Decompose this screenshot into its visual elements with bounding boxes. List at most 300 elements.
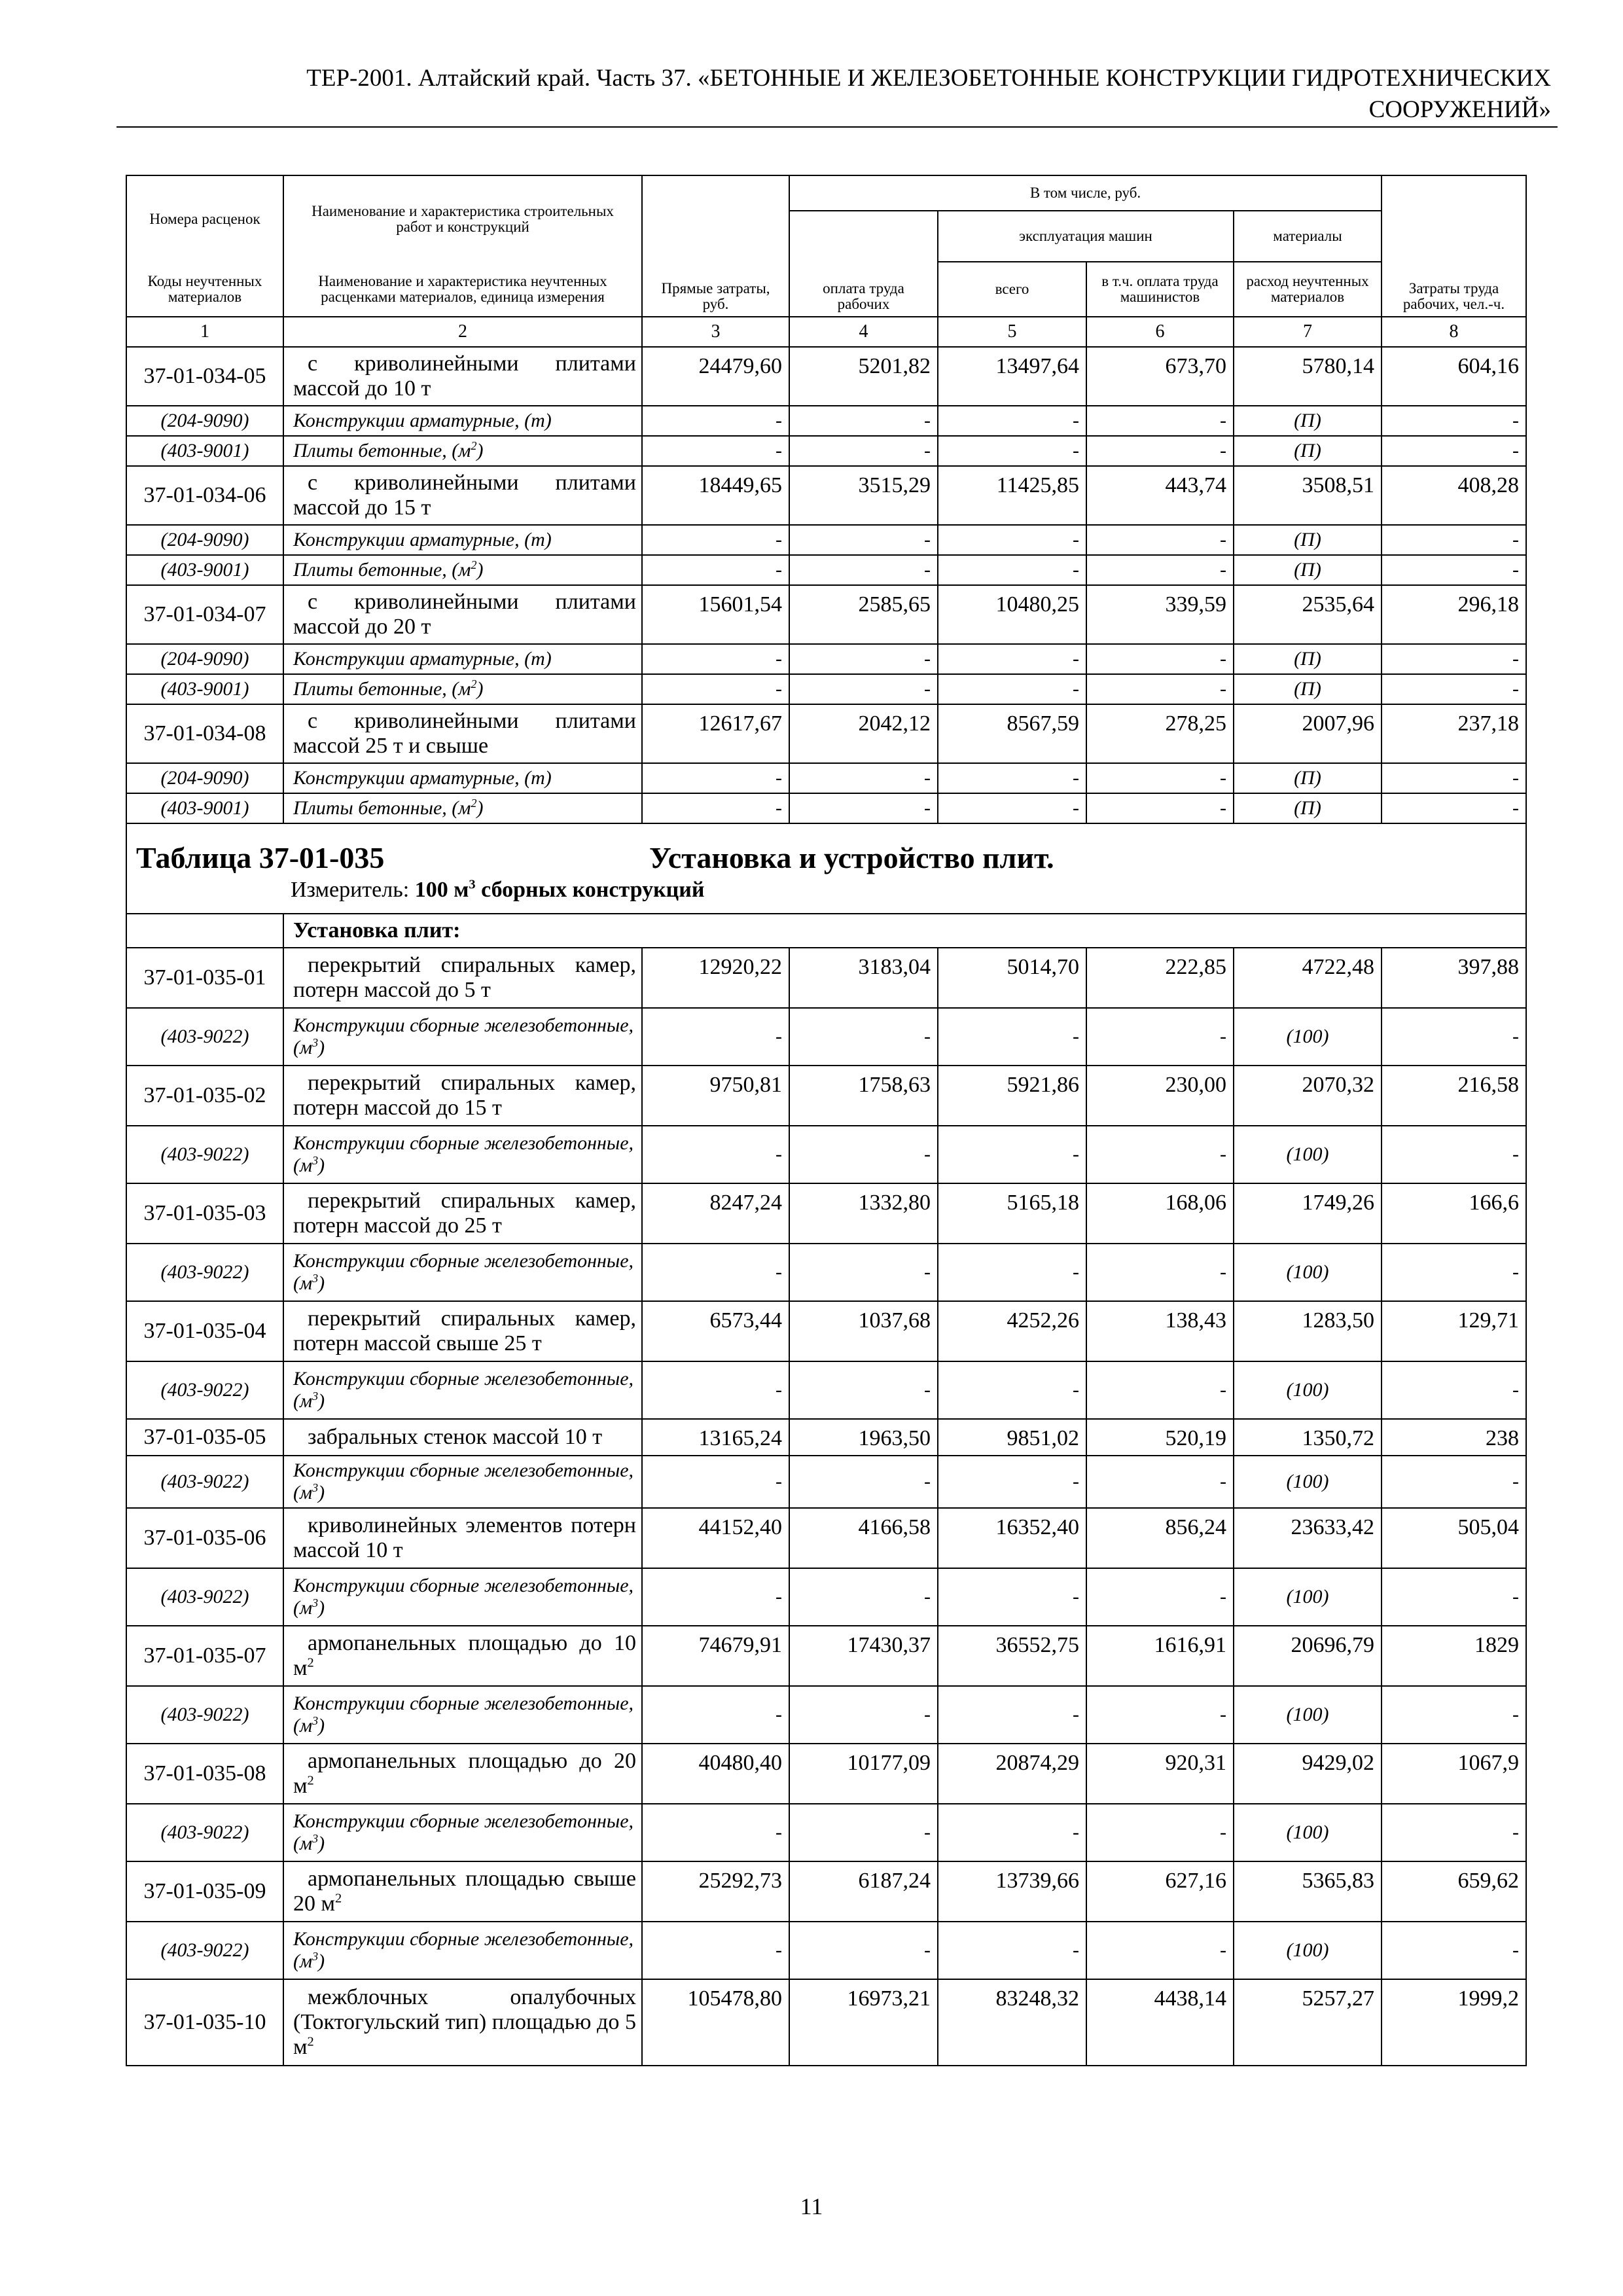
work-name: армопанельных площадью свыше 20 $м^2$ [283, 1861, 642, 1922]
labor-hours: 296,18 [1382, 585, 1526, 644]
empty-value: - [1086, 644, 1234, 674]
labor-wages: 1037,68 [789, 1301, 938, 1361]
labor-wages: 4166,58 [789, 1508, 938, 1568]
rate-code: 37-01-035-07 [126, 1626, 283, 1686]
labor-wages: 2042,12 [789, 704, 938, 763]
empty-value: - [642, 1568, 789, 1626]
labor-hours: 237,18 [1382, 704, 1526, 763]
empty-value: - [1086, 436, 1234, 466]
column-number: 4 [789, 317, 938, 347]
material-code: (403-9001) [126, 793, 283, 823]
material-qty: (П) [1234, 793, 1382, 823]
material-code: (403-9001) [126, 674, 283, 704]
material-row [126, 1686, 1526, 1744]
material-row [126, 1126, 1526, 1183]
machines-total: 13739,66 [938, 1861, 1086, 1922]
rate-code: 37-01-035-04 [126, 1301, 283, 1361]
column-numbers-row [126, 317, 1526, 347]
col7-header: расход неучтенных материалов [1234, 262, 1382, 317]
material-row [126, 644, 1526, 674]
material-row [126, 406, 1526, 436]
direct-cost: 25292,73 [642, 1861, 789, 1922]
empty-value: - [938, 1804, 1086, 1861]
material-name: Плиты бетонные, $(м^2)$ [283, 436, 642, 466]
rate-code: 37-01-035-06 [126, 1508, 283, 1568]
empty-value: - [789, 1361, 938, 1419]
material-qty: (П) [1234, 406, 1382, 436]
empty-value: - [642, 406, 789, 436]
empty-value: - [938, 406, 1086, 436]
empty-value: - [789, 406, 938, 436]
rate-code: 37-01-035-02 [126, 1066, 283, 1126]
rate-row [126, 948, 1526, 1008]
empty-value: - [642, 1126, 789, 1183]
material-qty: (100) [1234, 1244, 1382, 1301]
labor-wages: 1758,63 [789, 1066, 938, 1126]
material-qty: (100) [1234, 1804, 1382, 1861]
machinist-wages: 856,24 [1086, 1508, 1234, 1568]
direct-cost: 8247,24 [642, 1183, 789, 1244]
material-qty: (100) [1234, 1126, 1382, 1183]
rate-row [126, 1744, 1526, 1804]
labor-wages: 1332,80 [789, 1183, 938, 1244]
work-name: армопанельных площадью до 10 $м^2$ [283, 1626, 642, 1686]
labor-hours: 129,71 [1382, 1301, 1526, 1361]
table-title-cell [126, 823, 1526, 914]
direct-cost: 105478,80 [642, 1979, 789, 2066]
labor-wages: 2585,65 [789, 585, 938, 644]
empty-value: - [789, 1456, 938, 1508]
rate-code: 37-01-034-07 [126, 585, 283, 644]
material-row [126, 763, 1526, 793]
direct-cost: 40480,40 [642, 1744, 789, 1804]
materials-qty: 5365,83 [1234, 1861, 1382, 1922]
empty-value: - [1086, 1361, 1234, 1419]
materials-qty: 5257,27 [1234, 1979, 1382, 2066]
material-row [126, 1456, 1526, 1508]
empty-value: - [938, 555, 1086, 585]
material-code: (403-9022) [126, 1804, 283, 1861]
empty-value: - [1382, 1244, 1526, 1301]
machinist-wages: 339,59 [1086, 585, 1234, 644]
empty-value: - [1086, 1568, 1234, 1626]
empty-value: - [642, 525, 789, 555]
empty-value: - [789, 644, 938, 674]
material-qty: (П) [1234, 555, 1382, 585]
materials-qty: 1749,26 [1234, 1183, 1382, 1244]
page-number: 11 [800, 2193, 823, 2219]
empty-value: - [789, 763, 938, 793]
material-qty: (100) [1234, 1008, 1382, 1066]
header-divider [116, 126, 1558, 128]
work-name: межблочных опалубочных (Токтогульский тип) площадью до 5 $м^2$ [283, 1979, 642, 2066]
material-code: (403-9022) [126, 1126, 283, 1183]
empty-value: - [938, 436, 1086, 466]
machines-total: 13497,64 [938, 347, 1086, 406]
empty-value: - [789, 1804, 938, 1861]
labor-hours: 1067,9 [1382, 1744, 1526, 1804]
empty-value: - [1086, 763, 1234, 793]
rate-row [126, 347, 1526, 406]
empty-value: - [938, 1361, 1086, 1419]
machinist-wages: 520,19 [1086, 1419, 1234, 1456]
rates-table [126, 175, 1527, 2066]
empty-value: - [938, 644, 1086, 674]
header-line-1: ТЕР-2001. Алтайский край. Часть 37. «БЕТОННЫЕ И ЖЕЛЕЗОБЕТОННЫЕ КОНСТРУКЦИИ ГИДРОТЕХНИЧЕСКИХ [306, 65, 1551, 92]
material-code: (403-9022) [126, 1244, 283, 1301]
machinist-wages: 1616,91 [1086, 1626, 1234, 1686]
machinist-wages: 230,00 [1086, 1066, 1234, 1126]
empty-value: - [789, 1922, 938, 1979]
material-row [126, 674, 1526, 704]
machines-total: 20874,29 [938, 1744, 1086, 1804]
material-code: (403-9022) [126, 1568, 283, 1626]
materials-qty: 20696,79 [1234, 1626, 1382, 1686]
direct-cost: 12920,22 [642, 948, 789, 1008]
materials-qty: 23633,42 [1234, 1508, 1382, 1568]
col6-header: в т.ч. оплата труда машинистов [1086, 262, 1234, 317]
material-name: Плиты бетонные, $(м^2)$ [283, 674, 642, 704]
material-name: Конструкции сборные железобетонные, $(м^3)$ [283, 1244, 642, 1301]
empty-value: - [789, 525, 938, 555]
material-qty: (100) [1234, 1568, 1382, 1626]
machines-total: 8567,59 [938, 704, 1086, 763]
empty-value: - [1382, 555, 1526, 585]
work-name: армопанельных площадью до 20 $м^2$ [283, 1744, 642, 1804]
material-name: Конструкции арматурные, (т) [283, 406, 642, 436]
work-name: с криволинейными плитами массой до 20 т [283, 585, 642, 644]
empty-value: - [1086, 1804, 1234, 1861]
labor-wages: 3183,04 [789, 948, 938, 1008]
empty-value: - [1086, 525, 1234, 555]
material-name: Конструкции сборные железобетонные, $(м^3)$ [283, 1568, 642, 1626]
material-qty: (100) [1234, 1686, 1382, 1744]
work-name: с криволинейными плитами массой 25 т и свыше [283, 704, 642, 763]
material-name: Конструкции арматурные, (т) [283, 644, 642, 674]
empty-value: - [789, 555, 938, 585]
empty-value: - [938, 1008, 1086, 1066]
rate-code: 37-01-035-08 [126, 1744, 283, 1804]
machinist-wages: 443,74 [1086, 466, 1234, 525]
empty-value: - [789, 436, 938, 466]
material-name: Плиты бетонные, $(м^2)$ [283, 555, 642, 585]
labor-hours: 1829 [1382, 1626, 1526, 1686]
material-row [126, 555, 1526, 585]
labor-hours: 216,58 [1382, 1066, 1526, 1126]
materials-qty: 4722,48 [1234, 948, 1382, 1008]
col1-header-top: Номера расценок [126, 175, 283, 262]
empty-value: - [789, 1686, 938, 1744]
empty-value: - [1382, 525, 1526, 555]
table-number: Таблица 37-01-035 [136, 840, 385, 874]
rate-row [126, 1419, 1526, 1456]
rate-code: 37-01-034-06 [126, 466, 283, 525]
empty-value: - [1086, 1922, 1234, 1979]
machines-total: 11425,85 [938, 466, 1086, 525]
empty-value: - [642, 793, 789, 823]
material-name: Конструкции сборные железобетонные, $(м^3)$ [283, 1361, 642, 1419]
empty-value: - [1382, 1568, 1526, 1626]
column-number: 8 [1382, 317, 1526, 347]
col3-header: Прямые затраты, руб. [642, 175, 789, 317]
machines-total: 10480,25 [938, 585, 1086, 644]
empty-value: - [789, 1126, 938, 1183]
rate-row [126, 1861, 1526, 1922]
materials-group-header: материалы [1234, 211, 1382, 262]
empty-value: - [789, 1244, 938, 1301]
empty-value: - [1086, 555, 1234, 585]
direct-cost: 24479,60 [642, 347, 789, 406]
empty-value: - [1086, 1126, 1234, 1183]
labor-hours: 659,62 [1382, 1861, 1526, 1922]
machines-total: 9851,02 [938, 1419, 1086, 1456]
machines-total: 5921,86 [938, 1066, 1086, 1126]
direct-cost: 9750,81 [642, 1066, 789, 1126]
table-title-row [126, 823, 1526, 914]
direct-cost: 15601,54 [642, 585, 789, 644]
direct-cost: 6573,44 [642, 1301, 789, 1361]
material-row [126, 793, 1526, 823]
work-name: перекрытий спиральных камер, потерн массой свыше 25 т [283, 1301, 642, 1361]
empty-value: - [938, 674, 1086, 704]
material-code: (204-9090) [126, 763, 283, 793]
col2-header-bottom: Наименование и характеристика неучтенных расценками материалов, единица измерения [283, 262, 642, 317]
material-qty: (100) [1234, 1456, 1382, 1508]
material-code: (403-9022) [126, 1686, 283, 1744]
empty-value: - [1086, 674, 1234, 704]
material-qty: (П) [1234, 525, 1382, 555]
empty-value: - [938, 525, 1086, 555]
direct-cost: 18449,65 [642, 466, 789, 525]
empty-value: - [1382, 1361, 1526, 1419]
empty-value: - [1382, 436, 1526, 466]
direct-cost: 44152,40 [642, 1508, 789, 1568]
empty-value: - [1086, 406, 1234, 436]
empty-value: - [1086, 1456, 1234, 1508]
empty-value: - [938, 1126, 1086, 1183]
empty-value: - [938, 1568, 1086, 1626]
labor-wages: 10177,09 [789, 1744, 938, 1804]
material-qty: (П) [1234, 674, 1382, 704]
empty-value: - [1382, 1686, 1526, 1744]
direct-cost: 13165,24 [642, 1419, 789, 1456]
empty-value: - [642, 555, 789, 585]
work-name: перекрытий спиральных камер, потерн массой до 5 т [283, 948, 642, 1008]
measure-label: Измеритель: [291, 877, 410, 902]
section-title: Установка плит: [283, 914, 1526, 948]
empty-value: - [789, 674, 938, 704]
machinist-wages: 278,25 [1086, 704, 1234, 763]
labor-wages: 16973,21 [789, 1979, 938, 2066]
rate-code: 37-01-035-09 [126, 1861, 283, 1922]
material-name: Конструкции сборные железобетонные, $(м^3)$ [283, 1456, 642, 1508]
material-row [126, 1361, 1526, 1419]
col5-header: всего [938, 262, 1086, 317]
material-row [126, 1244, 1526, 1301]
rate-row [126, 1979, 1526, 2066]
labor-hours: 1999,2 [1382, 1979, 1526, 2066]
machinist-wages: 4438,14 [1086, 1979, 1234, 2066]
table-title: Установка и устройство плит. [649, 840, 1054, 874]
material-row [126, 1008, 1526, 1066]
empty-value: - [1382, 763, 1526, 793]
empty-value: - [938, 793, 1086, 823]
empty-value: - [642, 1804, 789, 1861]
material-code: (403-9022) [126, 1361, 283, 1419]
machinist-wages: 627,16 [1086, 1861, 1234, 1922]
labor-wages: 5201,82 [789, 347, 938, 406]
empty-value: - [642, 436, 789, 466]
direct-cost: 12617,67 [642, 704, 789, 763]
empty-value: - [1086, 1686, 1234, 1744]
material-row [126, 1922, 1526, 1979]
material-code: (403-9001) [126, 555, 283, 585]
work-name: с криволинейными плитами массой до 10 т [283, 347, 642, 406]
column-number: 5 [938, 317, 1086, 347]
col8-header: Затраты труда рабочих, чел.-ч. [1382, 175, 1526, 317]
work-name: перекрытий спиральных камер, потерн массой до 15 т [283, 1066, 642, 1126]
rate-code: 37-01-035-03 [126, 1183, 283, 1244]
empty-value: - [1086, 793, 1234, 823]
rate-row [126, 466, 1526, 525]
materials-qty: 1350,72 [1234, 1419, 1382, 1456]
column-number: 3 [642, 317, 789, 347]
empty-value: - [642, 1456, 789, 1508]
empty-value: - [1086, 1008, 1234, 1066]
rate-code: 37-01-034-08 [126, 704, 283, 763]
running-header [116, 63, 1551, 126]
work-name: забральных стенок массой 10 т [283, 1419, 642, 1456]
empty-value: - [642, 1008, 789, 1066]
material-qty: (100) [1234, 1922, 1382, 1979]
material-code: (403-9022) [126, 1456, 283, 1508]
rate-row [126, 1183, 1526, 1244]
material-row [126, 436, 1526, 466]
material-code: (204-9090) [126, 525, 283, 555]
labor-hours: 408,28 [1382, 466, 1526, 525]
rate-code: 37-01-035-01 [126, 948, 283, 1008]
rates-sheet [126, 175, 1525, 2066]
empty-value: - [1382, 793, 1526, 823]
header-line-2: СООРУЖЕНИЙ» [1368, 96, 1551, 123]
rate-code: 37-01-034-05 [126, 347, 283, 406]
materials-qty: 2535,64 [1234, 585, 1382, 644]
material-name: Конструкции арматурные, (т) [283, 525, 642, 555]
work-name: криволинейных элементов потерн массой 10 т [283, 1508, 642, 1568]
section-empty [126, 914, 283, 948]
machinist-wages: 222,85 [1086, 948, 1234, 1008]
material-row [126, 525, 1526, 555]
material-name: Конструкции арматурные, (т) [283, 763, 642, 793]
empty-value: - [1382, 1922, 1526, 1979]
machines-total: 36552,75 [938, 1626, 1086, 1686]
column-number: 7 [1234, 317, 1382, 347]
material-code: (204-9090) [126, 644, 283, 674]
empty-value: - [1382, 1456, 1526, 1508]
empty-value: - [642, 1922, 789, 1979]
rate-row [126, 1508, 1526, 1568]
material-qty: (П) [1234, 436, 1382, 466]
machines-group-header: эксплуатация машин [938, 211, 1234, 262]
empty-value: - [1382, 1008, 1526, 1066]
empty-value: - [789, 793, 938, 823]
materials-qty: 5780,14 [1234, 347, 1382, 406]
material-name: Конструкции сборные железобетонные, $(м^3)$ [283, 1686, 642, 1744]
rate-code: 37-01-035-10 [126, 1979, 283, 2066]
material-name: Конструкции сборные железобетонные, $(м^3)$ [283, 1804, 642, 1861]
empty-value: - [1382, 406, 1526, 436]
labor-wages: 17430,37 [789, 1626, 938, 1686]
material-code: (403-9022) [126, 1008, 283, 1066]
empty-value: - [642, 1244, 789, 1301]
material-code: (403-9001) [126, 436, 283, 466]
column-number: 2 [283, 317, 642, 347]
material-code: (204-9090) [126, 406, 283, 436]
machinist-wages: 168,06 [1086, 1183, 1234, 1244]
material-name: Плиты бетонные, $(м^2)$ [283, 793, 642, 823]
labor-hours: 238 [1382, 1419, 1526, 1456]
materials-qty: 3508,51 [1234, 466, 1382, 525]
included-group-header: В том числе, руб. [789, 175, 1382, 211]
machinist-wages: 920,31 [1086, 1744, 1234, 1804]
machinist-wages: 673,70 [1086, 347, 1234, 406]
rate-row [126, 1066, 1526, 1126]
empty-value: - [642, 763, 789, 793]
machines-total: 5014,70 [938, 948, 1086, 1008]
work-name: перекрытий спиральных камер, потерн массой до 25 т [283, 1183, 642, 1244]
machines-total: 16352,40 [938, 1508, 1086, 1568]
empty-value: - [1382, 1804, 1526, 1861]
empty-value: - [938, 1922, 1086, 1979]
material-code: (403-9022) [126, 1922, 283, 1979]
labor-hours: 505,04 [1382, 1508, 1526, 1568]
empty-value: - [789, 1008, 938, 1066]
material-name: Конструкции сборные железобетонные, $(м^3)$ [283, 1008, 642, 1066]
labor-wages: 3515,29 [789, 466, 938, 525]
rate-row [126, 704, 1526, 763]
materials-qty: 9429,02 [1234, 1744, 1382, 1804]
column-number: 1 [126, 317, 283, 347]
empty-value: - [642, 674, 789, 704]
direct-cost: 74679,91 [642, 1626, 789, 1686]
col1-header-bottom: Коды неучтенных материалов [126, 262, 283, 317]
labor-hours: 604,16 [1382, 347, 1526, 406]
material-row [126, 1804, 1526, 1861]
empty-value: - [938, 1244, 1086, 1301]
material-name: Конструкции сборные железобетонные, $(м^3)$ [283, 1126, 642, 1183]
measure-value: 100 $м^3$ сборных конструкций [414, 877, 705, 902]
materials-qty: 2007,96 [1234, 704, 1382, 763]
material-name: Конструкции сборные железобетонные, $(м^3)$ [283, 1922, 642, 1979]
empty-value: - [1382, 674, 1526, 704]
empty-value: - [642, 1686, 789, 1744]
machines-total: 5165,18 [938, 1183, 1086, 1244]
empty-value: - [938, 763, 1086, 793]
materials-qty: 1283,50 [1234, 1301, 1382, 1361]
material-row [126, 1568, 1526, 1626]
materials-qty: 2070,32 [1234, 1066, 1382, 1126]
empty-value: - [789, 1568, 938, 1626]
work-name: с криволинейными плитами массой до 15 т [283, 466, 642, 525]
column-number: 6 [1086, 317, 1234, 347]
material-qty: (П) [1234, 763, 1382, 793]
empty-value: - [938, 1686, 1086, 1744]
labor-wages: 1963,50 [789, 1419, 938, 1456]
empty-value: - [1086, 1244, 1234, 1301]
empty-value: - [642, 644, 789, 674]
section-row [126, 914, 1526, 948]
rate-code: 37-01-035-05 [126, 1419, 283, 1456]
